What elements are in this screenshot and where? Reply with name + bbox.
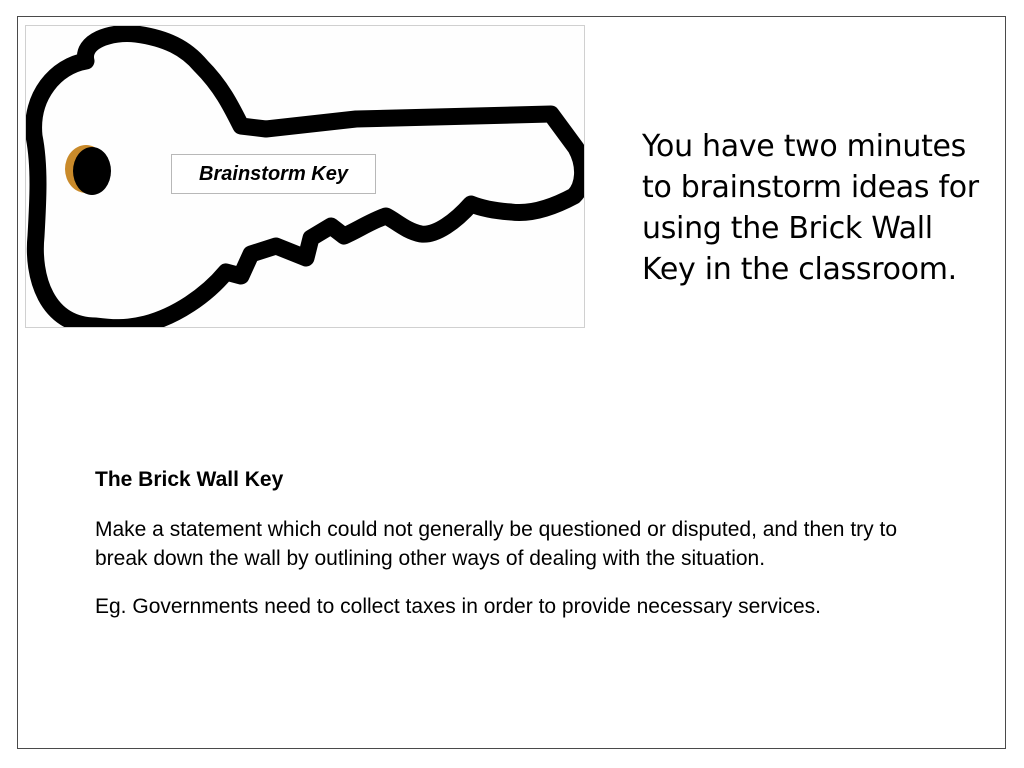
content-block [95,465,945,640]
callout-text: You have two minutes to brainstorm ideas for using the Brick Wall Key in the classroom. [642,129,979,287]
section-heading: The Brick Wall Key [95,468,284,491]
description-paragraph: Make a statement which could not generally be questioned or disputed, and then try to break down the wall by outlining other ways of dealing with the situation. [95,518,897,570]
key-label: Brainstorm Key [171,154,376,194]
example-paragraph: Eg. Governments need to collect taxes in order to provide necessary services. [95,595,822,618]
key-image [25,25,585,328]
